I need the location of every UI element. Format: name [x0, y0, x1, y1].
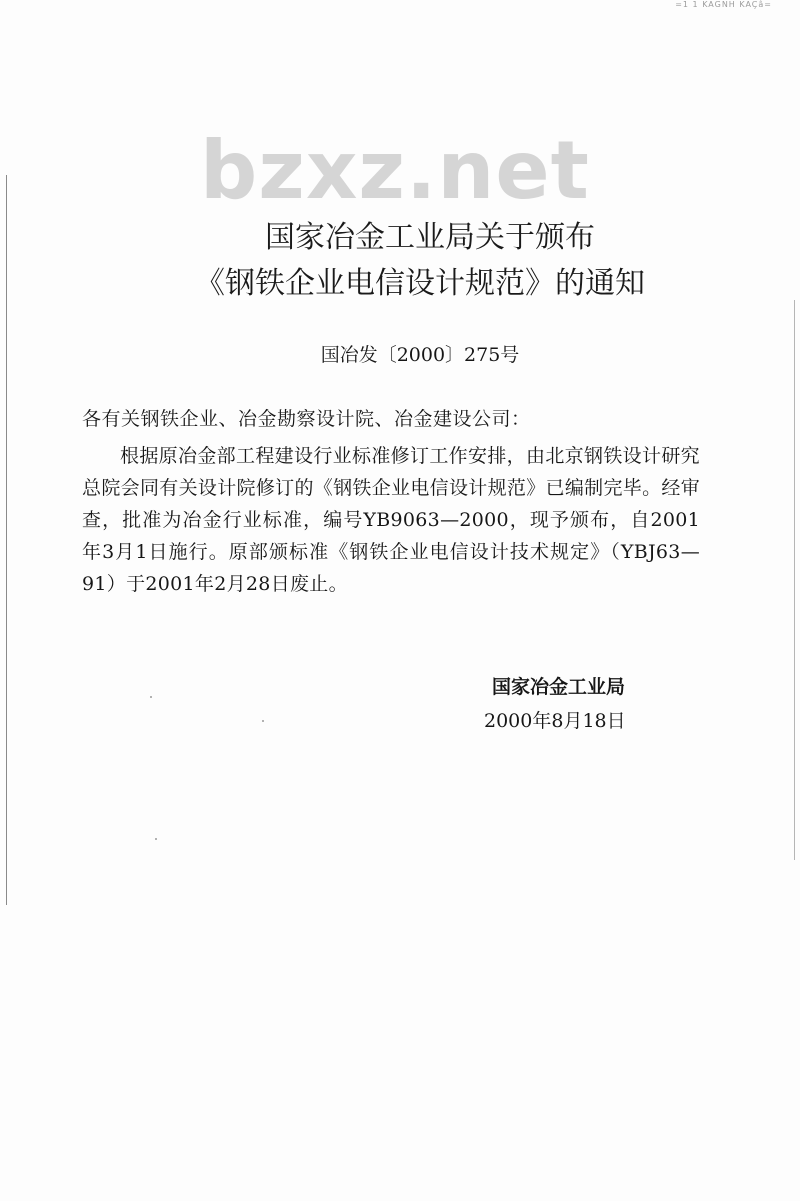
scan-speck: [150, 696, 152, 698]
watermark: bzxz.net: [200, 124, 590, 217]
scan-speck: [262, 720, 264, 722]
scan-edge-left: [6, 175, 7, 905]
title-line-1: 国家冶金工业局关于颁布: [265, 220, 595, 255]
scan-speck: [155, 838, 157, 840]
scan-edge-right: [794, 300, 795, 860]
document-number: 国冶发〔2000〕275号: [320, 344, 520, 366]
body-paragraph: 根据原冶金部工程建设行业标准修订工作安排，由北京钢铁设计研究总院会同有关设计院修订的《钢铁企业电信设计规范》已编制完毕。经审查，批准为冶金行业标准，编号YB9063—2000，现予颁布，自2001年3月1日施行。原部颁标准《钢铁企业电信设计技术规定》（YBJ63—91）于2001年2月28日废止。: [82, 445, 700, 595]
issuer-signature: 国家冶金工业局: [492, 676, 626, 698]
header-scrap: =1 1 KAGNH KAÇâ=: [675, 0, 772, 9]
title-line-2: 《钢铁企业电信设计规范》的通知: [195, 266, 645, 301]
addressee: 各有关钢铁企业、冶金勘察设计院、冶金建设公司：: [82, 408, 531, 430]
issue-date: 2000年8月18日: [484, 710, 626, 732]
